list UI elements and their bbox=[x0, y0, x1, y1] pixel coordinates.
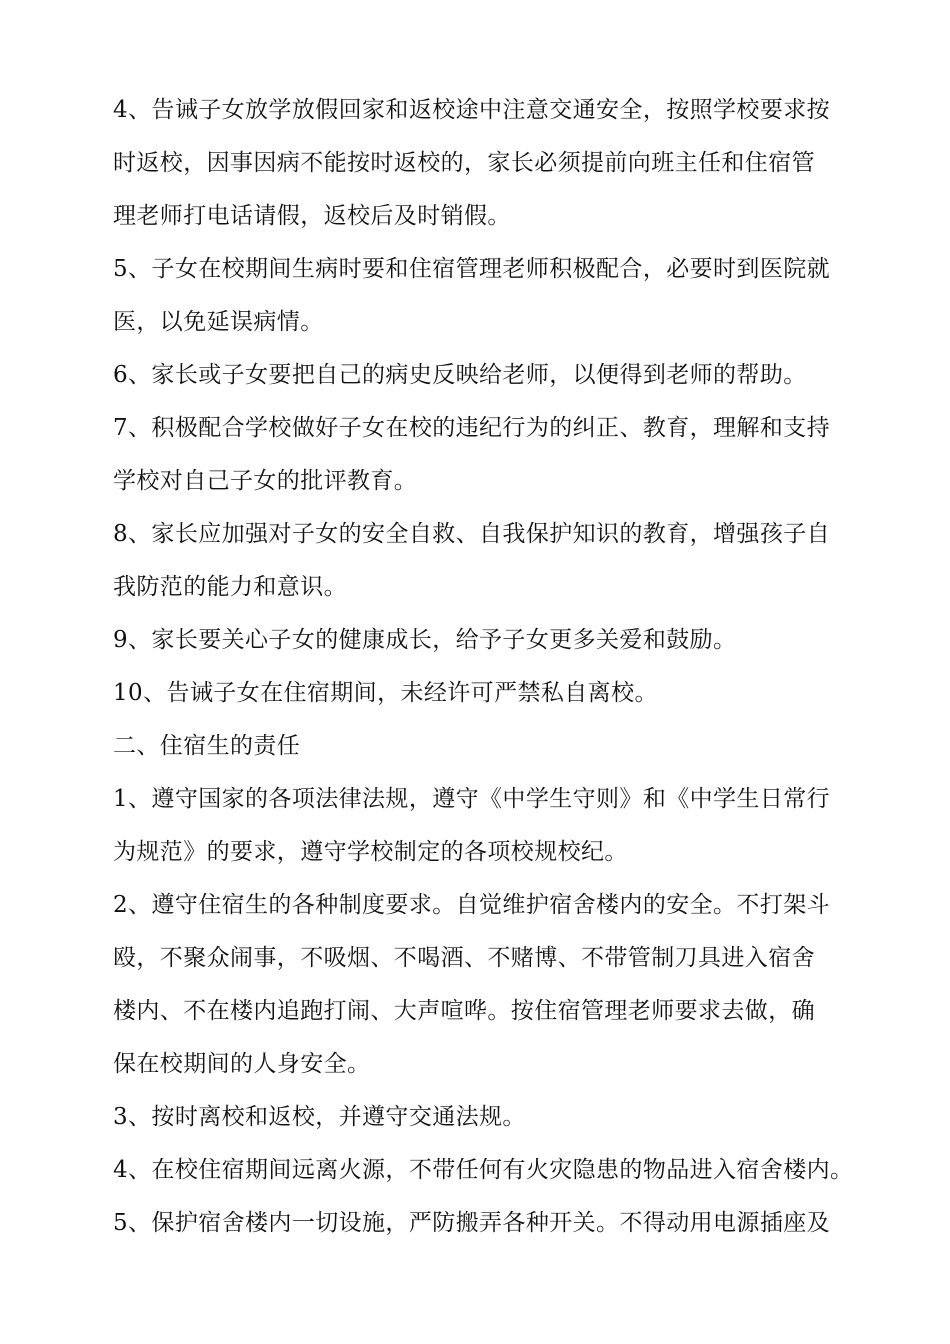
document-body bbox=[113, 84, 873, 1250]
text-line: 6、家长或子女要把自己的病史反映给老师，以便得到老师的帮助。 bbox=[113, 362, 807, 388]
text-line: 4、告诫子女放学放假回家和返校途中注意交通安全，按照学校要求按 bbox=[113, 97, 831, 123]
text-line: 保在校期间的人身安全。 bbox=[113, 1051, 371, 1077]
section-heading: 二、住宿生的责任 bbox=[113, 733, 301, 759]
text-line: 5、子女在校期间生病时要和住宿管理老师积极配合，必要时到医院就 bbox=[113, 256, 831, 282]
text-line: 殴，不聚众闹事，不吸烟、不喝酒、不赌博、不带管制刀具进入宿舍 bbox=[113, 945, 815, 971]
text-line: 我防范的能力和意识。 bbox=[113, 574, 347, 600]
text-line: 5、保护宿舍楼内一切设施，严防搬弄各种开关。不得动用电源插座及 bbox=[113, 1210, 831, 1236]
text-line: 楼内、不在楼内追跑打闹、大声喧哗。按住宿管理老师要求去做，确 bbox=[113, 998, 815, 1024]
text-line: 医，以免延误病情。 bbox=[113, 309, 324, 335]
text-line: 为规范》的要求，遵守学校制定的各项校规校纪。 bbox=[113, 839, 628, 865]
text-line: 4、在校住宿期间远离火源，不带任何有火灾隐患的物品进入宿舍楼内。 bbox=[113, 1157, 854, 1183]
text-line: 7、积极配合学校做好子女在校的违纪行为的纠正、教育，理解和支持 bbox=[113, 415, 831, 441]
text-line: 2、遵守住宿生的各种制度要求。自觉维护宿舍楼内的安全。不打架斗 bbox=[113, 892, 831, 918]
text-line: 时返校，因事因病不能按时返校的，家长必须提前向班主任和住宿管 bbox=[113, 150, 815, 176]
text-line: 1、遵守国家的各项法律法规，遵守《中学生守则》和《中学生日常行 bbox=[113, 786, 831, 812]
text-line: 理老师打电话请假，返校后及时销假。 bbox=[113, 203, 511, 229]
text-line: 10、告诫子女在住宿期间，未经许可严禁私自离校。 bbox=[113, 680, 658, 706]
text-line: 学校对自己子女的批评教育。 bbox=[113, 468, 418, 494]
text-line: 8、家长应加强对子女的安全自救、自我保护知识的教育，增强孩子自 bbox=[113, 521, 831, 547]
text-line: 3、按时离校和返校，并遵守交通法规。 bbox=[113, 1104, 526, 1130]
text-line: 9、家长要关心子女的健康成长，给予子女更多关爱和鼓励。 bbox=[113, 627, 737, 653]
